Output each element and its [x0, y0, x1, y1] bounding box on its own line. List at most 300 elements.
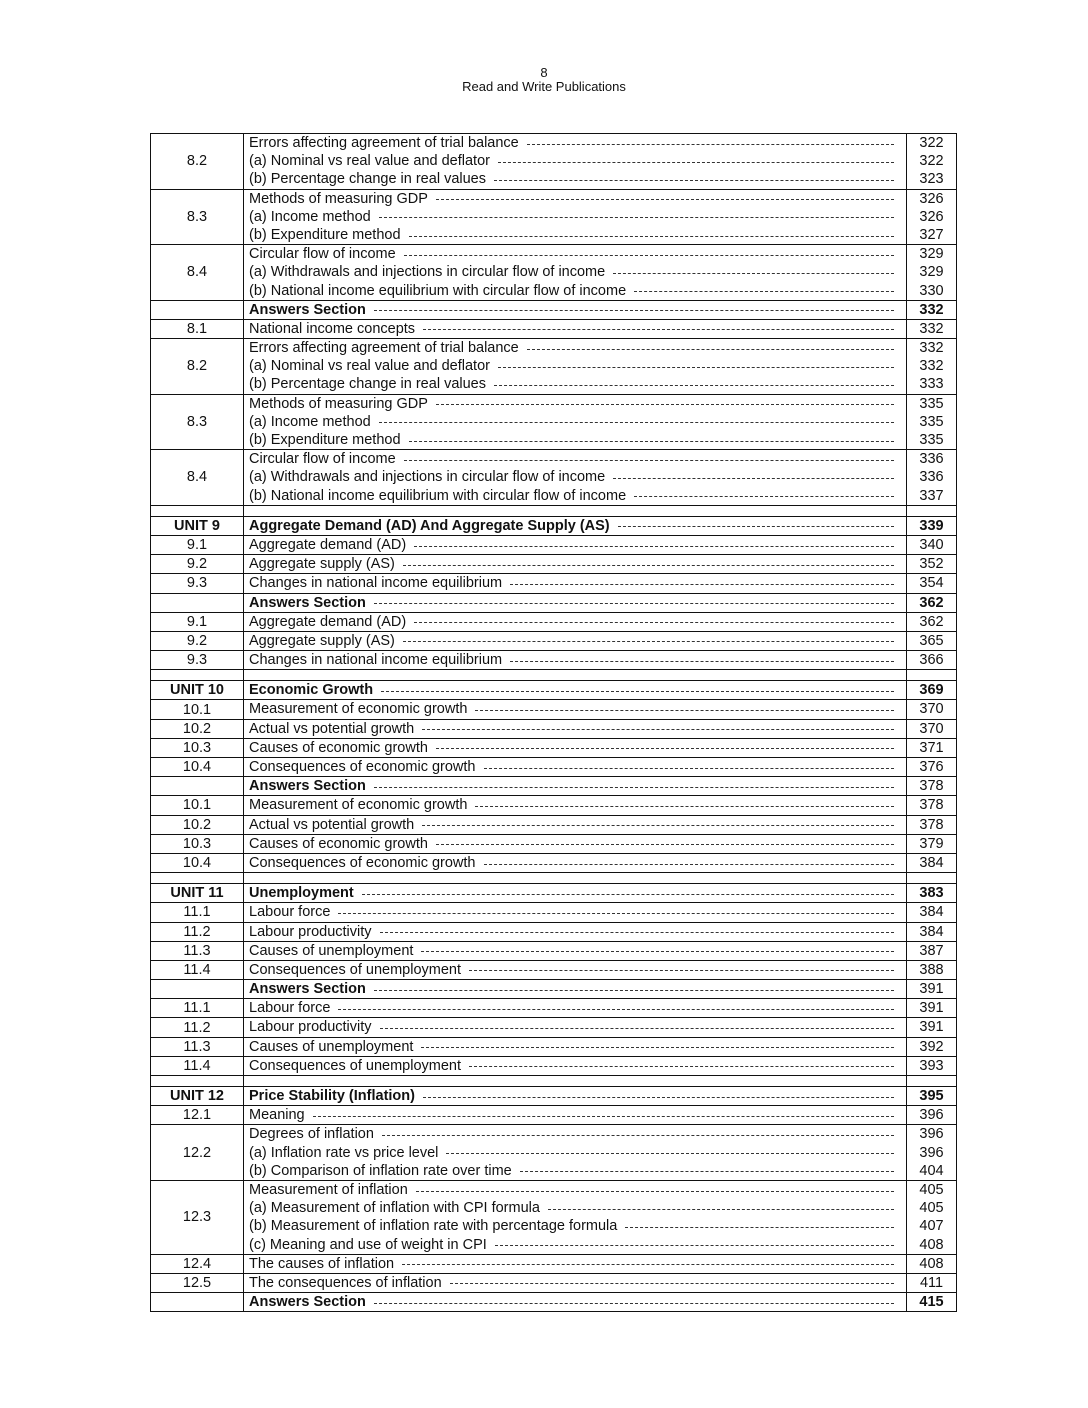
- dash-leader: [548, 1209, 894, 1210]
- dash-leader: [374, 1303, 894, 1304]
- entry-page-number: 391: [919, 981, 944, 998]
- section-number: 10.4: [151, 758, 244, 777]
- entry-page-number: 384: [919, 904, 944, 921]
- toc-entry[interactable]: [244, 536, 906, 554]
- section-row: [151, 1254, 957, 1273]
- spacer-cell: [244, 873, 907, 884]
- section-number: 10.3: [151, 738, 244, 757]
- page-numbers: [907, 922, 957, 941]
- section-number: UNIT 11: [151, 884, 244, 903]
- dash-leader: [379, 422, 894, 423]
- toc-entry[interactable]: [244, 1057, 906, 1075]
- section-row: [151, 555, 957, 574]
- section-titles: [244, 1273, 907, 1292]
- toc-entry[interactable]: [244, 450, 906, 468]
- toc-entry[interactable]: [244, 700, 906, 718]
- section-titles: [244, 999, 907, 1018]
- section-row: [151, 339, 957, 395]
- entry-page-number: 335: [919, 413, 944, 430]
- section-number: [151, 300, 244, 319]
- entry-page-number: 393: [919, 1057, 944, 1074]
- page-numbers: [907, 1254, 957, 1273]
- section-row: [151, 700, 957, 719]
- section-row: [151, 796, 957, 815]
- entry-title: Aggregate demand (AD): [249, 536, 407, 553]
- entry-page-number: 411: [919, 1274, 944, 1291]
- section-number: 12.1: [151, 1106, 244, 1125]
- toc-entry[interactable]: [244, 816, 906, 834]
- entry-page-number: 354: [919, 575, 944, 592]
- entry-page-number: 336: [919, 451, 944, 468]
- section-row: [151, 738, 957, 757]
- entry-title: Causes of economic growth: [249, 739, 428, 756]
- entry-page-number: 332: [919, 340, 944, 357]
- page-numbers: [907, 631, 957, 650]
- page-numbers: [907, 980, 957, 999]
- section-titles: [244, 922, 907, 941]
- dash-leader: [494, 180, 894, 181]
- section-number: 12.5: [151, 1273, 244, 1292]
- entry-title: (a) Nominal vs real value and deflator: [249, 153, 490, 170]
- section-row: [151, 853, 957, 872]
- entry-title: (a) Nominal vs real value and deflator: [249, 358, 490, 375]
- section-row: [151, 189, 957, 245]
- toc-entry[interactable]: [244, 208, 906, 226]
- page-number: 8: [540, 65, 548, 80]
- section-titles: [244, 700, 907, 719]
- entry-title: Answers Section: [249, 1294, 366, 1311]
- entry-page-number: 396: [919, 1107, 944, 1124]
- dash-leader: [416, 1191, 894, 1192]
- entry-page-number: 378: [919, 816, 944, 833]
- section-number: 11.3: [151, 941, 244, 960]
- entry-title: Methods of measuring GDP: [249, 190, 428, 207]
- dash-leader: [380, 1028, 894, 1029]
- toc-entry[interactable]: [244, 1255, 906, 1273]
- entry-title: Labour productivity: [249, 923, 372, 940]
- spacer-cell: [151, 873, 244, 884]
- toc-entry[interactable]: [244, 1181, 906, 1199]
- entry-page-number: 392: [919, 1038, 944, 1055]
- toc-entry[interactable]: [244, 961, 906, 979]
- section-row: [151, 999, 957, 1018]
- toc-entry[interactable]: [244, 1199, 906, 1217]
- entry-page-number: 332: [919, 320, 944, 337]
- section-titles: [244, 245, 907, 301]
- toc-entry[interactable]: [244, 884, 906, 902]
- section-number: 9.3: [151, 574, 244, 593]
- entry-page-number: 332: [919, 301, 944, 318]
- spacer-cell: [244, 1076, 907, 1087]
- dash-leader: [484, 768, 895, 769]
- toc-entry[interactable]: [244, 796, 906, 814]
- spacer-cell: [151, 1076, 244, 1087]
- entry-page-number: 384: [919, 854, 944, 871]
- toc-entry[interactable]: [244, 980, 906, 998]
- entry-title: Economic Growth: [249, 682, 374, 699]
- toc-entry[interactable]: [244, 1087, 906, 1105]
- dash-leader: [338, 1009, 894, 1010]
- entry-title: (a) Inflation rate vs price level: [249, 1144, 439, 1161]
- entry-title: (b) National income equilibrium with circular flow of income: [249, 487, 627, 504]
- toc-entry[interactable]: [244, 942, 906, 960]
- entry-title: Answers Section: [249, 778, 366, 795]
- toc-entry[interactable]: [244, 854, 906, 872]
- entry-page-number: 369: [919, 682, 944, 699]
- spacer-cell: [907, 1076, 957, 1087]
- entry-page-number: 329: [919, 246, 944, 263]
- entry-page-number: 405: [919, 1181, 944, 1198]
- section-titles: [244, 593, 907, 612]
- entry-page-number: 352: [919, 556, 944, 573]
- toc-entry[interactable]: [244, 720, 906, 738]
- page-numbers: [907, 1106, 957, 1125]
- section-number: 9.2: [151, 555, 244, 574]
- section-row: [151, 758, 957, 777]
- entry-title: Causes of economic growth: [249, 835, 428, 852]
- toc-entry[interactable]: [244, 777, 906, 795]
- dash-leader: [379, 217, 894, 218]
- toc-entry[interactable]: [244, 282, 906, 300]
- spacer-row: [151, 1076, 957, 1087]
- section-number: 12.4: [151, 1254, 244, 1273]
- toc-entry[interactable]: [244, 1018, 906, 1036]
- page-numbers: [907, 574, 957, 593]
- entry-page-number: 407: [919, 1218, 944, 1235]
- toc-entry[interactable]: [244, 263, 906, 281]
- section-titles: [244, 1180, 907, 1254]
- page-numbers: [907, 1273, 957, 1292]
- section-row: [151, 535, 957, 554]
- toc-entry[interactable]: [244, 999, 906, 1017]
- toc-entry[interactable]: [244, 613, 906, 631]
- answers-section-row: [151, 593, 957, 612]
- spacer-cell: [907, 505, 957, 516]
- toc-entry[interactable]: [244, 1162, 906, 1180]
- entry-page-number: 405: [919, 1200, 944, 1217]
- section-titles: [244, 394, 907, 450]
- section-number: [151, 593, 244, 612]
- dash-leader: [422, 729, 894, 730]
- page-numbers: [907, 1037, 957, 1056]
- toc-entry[interactable]: [244, 681, 906, 699]
- dash-leader: [404, 460, 894, 461]
- entry-title: Measurement of inflation: [249, 1181, 408, 1198]
- toc-entry[interactable]: [244, 431, 906, 449]
- dash-leader: [421, 951, 894, 952]
- toc-entry[interactable]: [244, 413, 906, 431]
- section-row: [151, 922, 957, 941]
- section-titles: [244, 941, 907, 960]
- section-number: 10.3: [151, 834, 244, 853]
- section-row: [151, 651, 957, 670]
- toc-entry[interactable]: [244, 152, 906, 170]
- entry-page-number: 395: [919, 1088, 944, 1104]
- section-row: [151, 1125, 957, 1181]
- entry-title: (b) Expenditure method: [249, 226, 401, 243]
- dash-leader: [498, 367, 894, 368]
- entry-title: Changes in national income equilibrium: [249, 652, 503, 669]
- section-titles: [244, 738, 907, 757]
- entry-title: National income concepts: [249, 320, 416, 337]
- entry-title: Consequences of unemployment: [249, 961, 461, 978]
- dash-leader: [402, 1264, 894, 1265]
- dash-leader: [436, 404, 894, 405]
- section-number: 11.1: [151, 999, 244, 1018]
- entry-page-number: 332: [919, 358, 944, 375]
- toc-entry[interactable]: [244, 739, 906, 757]
- toc-entry[interactable]: [244, 835, 906, 853]
- entry-title: Answers Section: [249, 981, 366, 998]
- section-number: [151, 980, 244, 999]
- entry-title: Circular flow of income: [249, 246, 396, 263]
- dash-leader: [469, 1066, 894, 1067]
- page-numbers: [907, 535, 957, 554]
- section-titles: [244, 574, 907, 593]
- dash-leader: [498, 162, 894, 163]
- dash-leader: [423, 1097, 894, 1098]
- toc-entry[interactable]: [244, 339, 906, 357]
- page-numbers: [907, 719, 957, 738]
- entry-page-number: 379: [919, 835, 944, 852]
- section-titles: [244, 1125, 907, 1181]
- spacer-cell: [244, 505, 907, 516]
- entry-title: Labour productivity: [249, 1019, 372, 1036]
- section-number: 8.4: [151, 450, 244, 506]
- page-numbers: [907, 555, 957, 574]
- entry-title: Changes in national income equilibrium: [249, 575, 503, 592]
- entry-page-number: 370: [919, 701, 944, 718]
- toc-entry[interactable]: [244, 574, 906, 592]
- dash-leader: [494, 385, 894, 386]
- section-row: [151, 719, 957, 738]
- section-titles: [244, 631, 907, 650]
- page-numbers: [907, 612, 957, 631]
- dash-leader: [527, 144, 894, 145]
- section-titles: [244, 189, 907, 245]
- dash-leader: [436, 748, 894, 749]
- dash-leader: [421, 1047, 894, 1048]
- dash-leader: [520, 1171, 894, 1172]
- section-number: UNIT 10: [151, 681, 244, 700]
- section-titles: [244, 980, 907, 999]
- entry-title: (b) Expenditure method: [249, 432, 401, 448]
- toc-entry[interactable]: [244, 758, 906, 776]
- page-header: [0, 66, 1088, 94]
- entry-page-number: 370: [919, 720, 944, 737]
- section-titles: [244, 853, 907, 872]
- entry-title: Answers Section: [249, 594, 366, 611]
- dash-leader: [634, 496, 894, 497]
- spacer-cell: [151, 670, 244, 681]
- page-numbers: [907, 777, 957, 796]
- entry-title: Causes of unemployment: [249, 1038, 414, 1055]
- toc-entry[interactable]: [244, 923, 906, 941]
- dash-leader: [404, 255, 894, 256]
- toc-entry[interactable]: [244, 903, 906, 921]
- entry-page-number: 365: [919, 632, 944, 649]
- answers-section-row: [151, 1293, 957, 1312]
- dash-leader: [450, 1283, 894, 1284]
- entry-page-number: 326: [919, 190, 944, 207]
- entry-page-number: 322: [919, 135, 944, 151]
- page-numbers: [907, 758, 957, 777]
- dash-leader: [381, 691, 894, 692]
- section-row: [151, 1180, 957, 1254]
- entry-page-number: 376: [919, 759, 944, 775]
- dash-leader: [414, 622, 894, 623]
- section-row: [151, 134, 957, 190]
- dash-leader: [618, 526, 894, 527]
- spacer-row: [151, 505, 957, 516]
- toc-entry[interactable]: [244, 1038, 906, 1056]
- entry-title: Methods of measuring GDP: [249, 395, 428, 412]
- section-number: 9.1: [151, 612, 244, 631]
- unit-row: [151, 516, 957, 535]
- page-numbers: [907, 884, 957, 903]
- entry-page-number: 326: [919, 208, 944, 225]
- entry-page-number: 362: [919, 594, 944, 611]
- entry-title: Aggregate demand (AD): [249, 613, 407, 630]
- entry-title: Consequences of unemployment: [249, 1057, 461, 1074]
- toc-entry[interactable]: [244, 134, 906, 152]
- page-numbers: [907, 134, 957, 190]
- toc-entry[interactable]: [244, 301, 906, 319]
- entry-page-number: 335: [919, 395, 944, 412]
- toc-entry[interactable]: [244, 1217, 906, 1235]
- section-titles: [244, 884, 907, 903]
- toc-entry[interactable]: [244, 357, 906, 375]
- entry-title: (a) Income method: [249, 413, 371, 430]
- page-numbers: [907, 394, 957, 450]
- answers-section-row: [151, 980, 957, 999]
- entry-title: Degrees of inflation: [249, 1126, 374, 1143]
- toc-entry[interactable]: [244, 1106, 906, 1124]
- toc-entry[interactable]: [244, 395, 906, 413]
- section-number: 10.2: [151, 719, 244, 738]
- toc-entry[interactable]: [244, 226, 906, 244]
- section-row: [151, 1106, 957, 1125]
- page-numbers: [907, 1056, 957, 1075]
- entry-title: Aggregate supply (AS): [249, 556, 395, 573]
- toc-entry[interactable]: [244, 555, 906, 573]
- toc-entry[interactable]: [244, 1236, 906, 1254]
- page-numbers: [907, 738, 957, 757]
- entry-page-number: 396: [919, 1126, 944, 1143]
- entry-page-number: 378: [919, 778, 944, 795]
- toc-entry[interactable]: [244, 1125, 906, 1143]
- section-number: 10.1: [151, 796, 244, 815]
- entry-page-number: 408: [919, 1255, 944, 1272]
- section-number: 10.2: [151, 815, 244, 834]
- toc-entry[interactable]: [244, 1293, 906, 1311]
- page-numbers: [907, 651, 957, 670]
- page-numbers: [907, 1018, 957, 1037]
- answers-section-row: [151, 777, 957, 796]
- entry-title: (b) National income equilibrium with circular flow of income: [249, 282, 627, 299]
- section-row: [151, 815, 957, 834]
- entry-page-number: 330: [919, 282, 944, 299]
- toc-entry[interactable]: [244, 632, 906, 650]
- section-titles: [244, 555, 907, 574]
- page-numbers: [907, 339, 957, 395]
- toc-entry[interactable]: [244, 468, 906, 486]
- toc-entry[interactable]: [244, 375, 906, 393]
- page-numbers: [907, 941, 957, 960]
- dash-leader: [436, 199, 894, 200]
- toc-entry[interactable]: [244, 245, 906, 263]
- section-number: 8.3: [151, 394, 244, 450]
- toc-entry[interactable]: [244, 651, 906, 669]
- page-numbers: [907, 300, 957, 319]
- toc-entry[interactable]: [244, 190, 906, 208]
- section-number: 8.2: [151, 339, 244, 395]
- dash-leader: [382, 1135, 894, 1136]
- entry-title: (a) Withdrawals and injections in circular flow of income: [249, 264, 606, 281]
- toc-entry[interactable]: [244, 594, 906, 612]
- section-titles: [244, 651, 907, 670]
- answers-section-row: [151, 300, 957, 319]
- entry-page-number: 408: [919, 1236, 944, 1253]
- section-number: 11.2: [151, 1018, 244, 1037]
- entry-page-number: 388: [919, 961, 944, 978]
- section-titles: [244, 612, 907, 631]
- section-titles: [244, 339, 907, 395]
- section-number: 10.4: [151, 853, 244, 872]
- section-row: [151, 612, 957, 631]
- toc-entry[interactable]: [244, 487, 906, 505]
- entry-title: (b) Comparison of inflation rate over time: [249, 1162, 512, 1179]
- table-of-contents: [150, 133, 957, 1312]
- dash-leader: [374, 990, 894, 991]
- entry-page-number: 323: [919, 171, 944, 188]
- section-number: UNIT 12: [151, 1087, 244, 1106]
- section-titles: [244, 1056, 907, 1075]
- entry-title: Meaning: [249, 1107, 305, 1124]
- entry-title: (a) Measurement of inflation with CPI formula: [249, 1200, 540, 1217]
- section-number: 9.2: [151, 631, 244, 650]
- publisher-name: Read and Write Publications: [462, 79, 626, 94]
- section-titles: [244, 450, 907, 506]
- entry-title: Errors affecting agreement of trial balance: [249, 135, 519, 151]
- section-row: [151, 394, 957, 450]
- entry-page-number: 337: [919, 487, 944, 504]
- section-number: 10.1: [151, 700, 244, 719]
- dash-leader: [446, 1153, 894, 1154]
- dash-leader: [625, 1227, 894, 1228]
- toc-entry[interactable]: [244, 320, 906, 338]
- unit-row: [151, 681, 957, 700]
- toc-entry[interactable]: [244, 1274, 906, 1292]
- dash-leader: [409, 236, 894, 237]
- section-row: [151, 1018, 957, 1037]
- section-number: 11.3: [151, 1037, 244, 1056]
- entry-title: Actual vs potential growth: [249, 816, 415, 833]
- toc-entry[interactable]: [244, 1144, 906, 1162]
- entry-page-number: 378: [919, 797, 944, 814]
- dash-leader: [613, 478, 894, 479]
- dash-leader: [338, 913, 894, 914]
- toc-entry[interactable]: [244, 517, 906, 535]
- page-numbers: [907, 700, 957, 719]
- dash-leader: [510, 661, 894, 662]
- toc-entry[interactable]: [244, 170, 906, 188]
- section-row: [151, 903, 957, 922]
- entry-title: Measurement of economic growth: [249, 701, 468, 718]
- dash-leader: [313, 1116, 894, 1117]
- entry-title: (b) Percentage change in real values: [249, 171, 486, 188]
- section-titles: [244, 134, 907, 190]
